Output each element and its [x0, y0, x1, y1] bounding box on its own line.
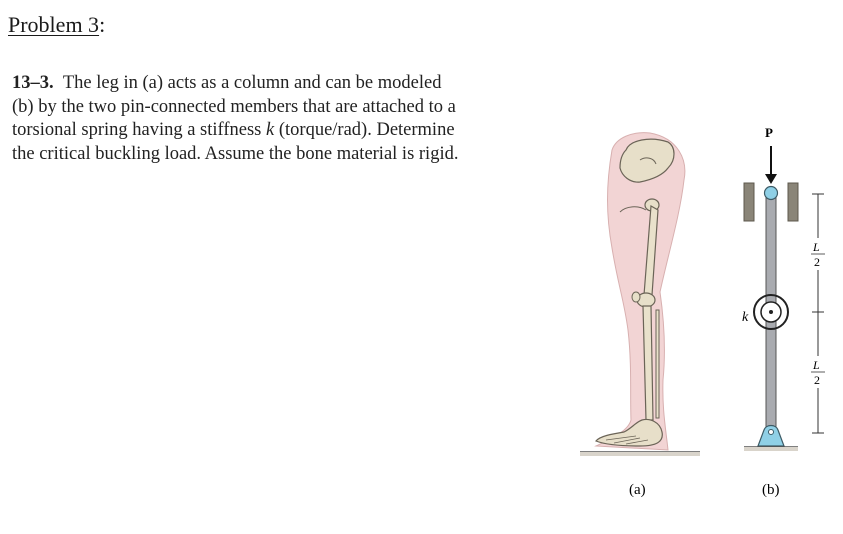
column-model — [744, 183, 798, 446]
dimension-lines — [810, 194, 826, 433]
problem-line-1-text: The leg in (a) acts as a column and can be modeled — [62, 73, 442, 93]
top-pin — [765, 187, 778, 200]
bottom-pin-support — [758, 426, 784, 447]
leg-illustration — [596, 133, 685, 450]
load-arrow-head — [765, 174, 777, 184]
problem-line-3-end: (torque/rad). Determine — [274, 120, 455, 140]
guide-wall-left — [744, 183, 754, 221]
load-label: P — [765, 125, 773, 140]
problem-heading-colon: : — [99, 12, 106, 37]
stiffness-symbol: k — [266, 120, 275, 140]
problem-line-4: the critical buckling load. Assume the bone material is rigid. — [12, 143, 459, 164]
problem-line-3-start: torsional spring having a stiffness — [12, 120, 267, 140]
caption-a: (a) — [629, 482, 646, 498]
problem-number: 13–3. — [12, 73, 54, 93]
dim-top-numerator: L — [813, 240, 820, 254]
dim-bottom-numerator: L — [813, 358, 820, 372]
dim-bottom-denominator: 2 — [814, 373, 820, 387]
caption-b: (b) — [762, 482, 780, 498]
dim-top-denominator: 2 — [814, 255, 820, 269]
spring-stiffness-label: k — [742, 310, 749, 325]
fibula-bone — [656, 310, 659, 418]
problem-line-2: (b) by the two pin-connected members that are attached to a — [12, 96, 456, 117]
problem-heading-title: Problem 3 — [8, 12, 100, 37]
guide-wall-right — [788, 183, 798, 221]
